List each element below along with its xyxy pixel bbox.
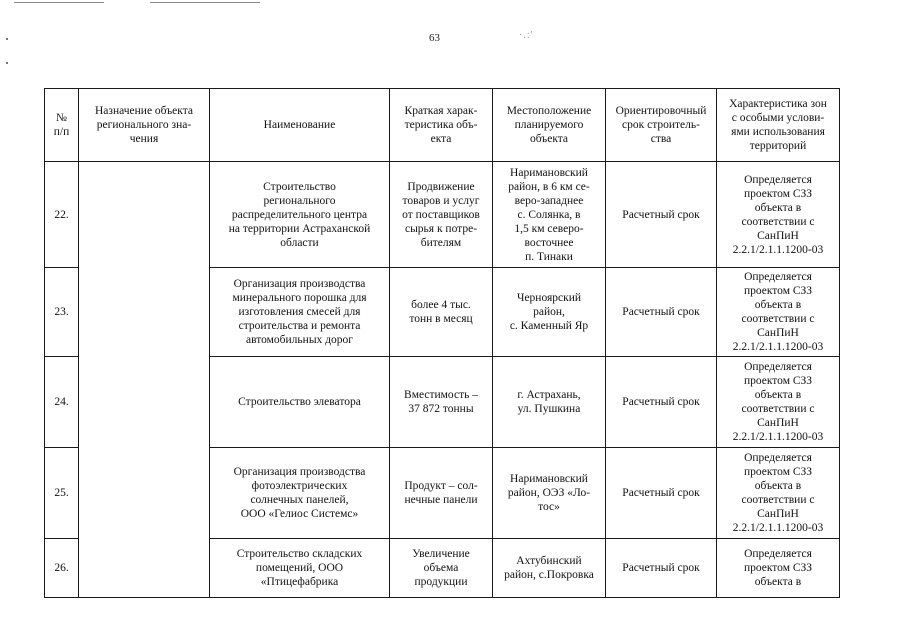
header-cell-name: Наименование	[210, 89, 390, 162]
zone-characteristics: Определяется проектом СЗЗ объекта в соответствии с СанПиН 2.2.1/2.1.1.1200-03	[717, 268, 840, 357]
header-cell-number: № п/п	[45, 89, 79, 162]
zone-characteristics: Определяется проектом СЗЗ объекта в соответствии с СанПиН 2.2.1/2.1.1.1200-03	[717, 357, 840, 448]
construction-term: Расчетный срок	[606, 162, 717, 268]
scan-edge-line	[150, 2, 260, 3]
header-cell-description: Краткая харак- теристика объ- екта	[390, 89, 493, 162]
scan-speck	[6, 38, 8, 40]
zone-characteristics: Определяется проектом СЗЗ объекта в соответствии с СанПиН 2.2.1/2.1.1.1200-03	[717, 162, 840, 268]
object-description: более 4 тыс. тонн в месяц	[390, 268, 493, 357]
table-row	[45, 162, 840, 268]
construction-term: Расчетный срок	[606, 357, 717, 448]
object-location: г. Астрахань, ул. Пушкина	[493, 357, 606, 448]
construction-term: Расчетный срок	[606, 268, 717, 357]
object-name: Строительство складских помещений, ООО «Птицефабрика	[210, 539, 390, 598]
planned-objects-table	[44, 88, 840, 598]
row-number: 22.	[45, 162, 79, 268]
object-location: Наримановский район, ОЭЗ «Ло- тос»	[493, 448, 606, 539]
scan-speck: ·.:'	[519, 30, 534, 41]
object-name: Строительство элеватора	[210, 357, 390, 448]
construction-term: Расчетный срок	[606, 539, 717, 598]
header-cell-term: Ориентировочный срок строитель- ства	[606, 89, 717, 162]
zone-characteristics: Определяется проектом СЗЗ объекта в	[717, 539, 840, 598]
object-name: Организация производства фотоэлектрических солнечных панелей, ООО «Гелиос Системс»	[210, 448, 390, 539]
header-cell-zones: Характеристика зон с особыми услови- ями использования территорий	[717, 89, 840, 162]
page-number: 63	[429, 32, 440, 44]
object-location: Ахтубинский район, с.Покровка	[493, 539, 606, 598]
row-number: 25.	[45, 448, 79, 539]
row-number: 24.	[45, 357, 79, 448]
construction-term: Расчетный срок	[606, 448, 717, 539]
object-description: Продвижение товаров и услуг от поставщиков сырья к потре- бителям	[390, 162, 493, 268]
object-name: Строительство регионального распределительного центра на территории Астраханской области	[210, 162, 390, 268]
header-cell-purpose: Назначение объекта регионального зна- чения	[79, 89, 210, 162]
object-description: Увеличение объема продукции	[390, 539, 493, 598]
scan-edge-line	[14, 2, 104, 3]
zone-characteristics: Определяется проектом СЗЗ объекта в соответствии с СанПиН 2.2.1/2.1.1.1200-03	[717, 448, 840, 539]
object-location: Наримановский район, в 6 км се- веро-западнее с. Солянка, в 1,5 км северо- восточнее п. Тинаки	[493, 162, 606, 268]
object-name: Организация производства минерального порошка для изготовления смесей для строительства и ремонта автомобильных дорог	[210, 268, 390, 357]
row-number: 26.	[45, 539, 79, 598]
purpose-cell	[79, 162, 210, 598]
object-description: Вместимость – 37 872 тонны	[390, 357, 493, 448]
row-number: 23.	[45, 268, 79, 357]
scan-speck	[6, 62, 8, 64]
table-header-row	[45, 89, 840, 162]
object-description: Продукт – сол- нечные панели	[390, 448, 493, 539]
header-cell-location: Местоположение планируемого объекта	[493, 89, 606, 162]
object-location: Черноярский район, с. Каменный Яр	[493, 268, 606, 357]
